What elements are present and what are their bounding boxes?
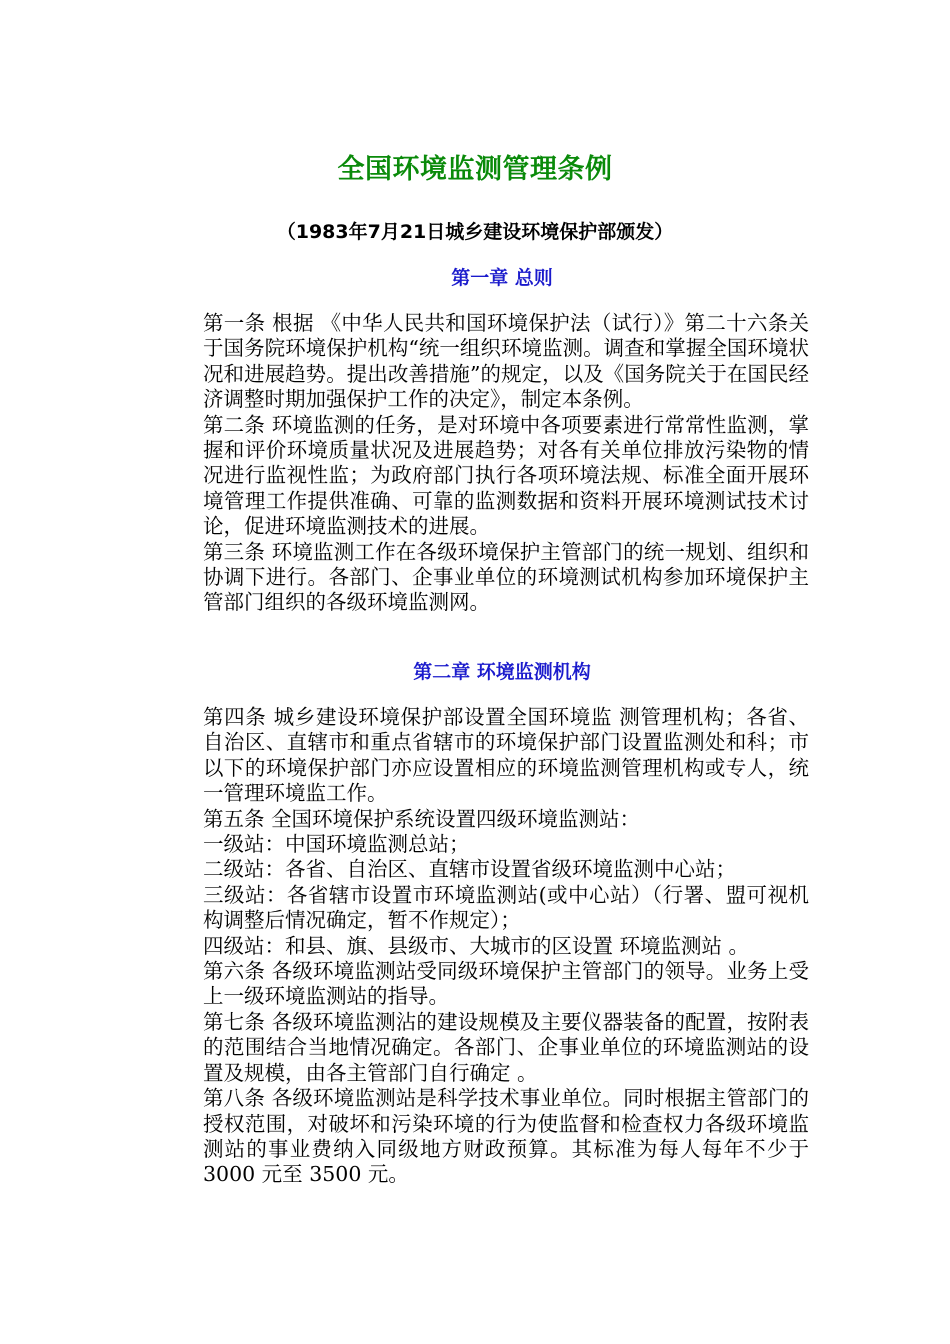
station-level-3: 三级站：各省辖市设置市环境监测站(或中心站）（行署、盟可视机构调整后情况确定，暂不作规定）； [203, 882, 809, 933]
article-2: 第二条 环境监测的任务，是对环境中各项要素进行常常性监测，掌握和评价环境质量状况及进展趋势；对各有关单位排放污染物的情况进行监视性监；为政府部门执行各项环境法规、标准全面开展环境管理工作提供准确、可靠的监测数据和资料开展环境测试技术讨论，促进环境监测技术的进展。 [203, 412, 809, 539]
chapter-2-body [203, 705, 809, 1188]
document-title: 全国环境监测管理条例 [337, 154, 613, 185]
article-1: 第一条 根据 《中华人民共和国环境保护法（试行）》第二十六条关于国务院环境保护机构“统一组织环境监测。调查和掌握全国环境状况和进展趋势。提出改善措施”的规定，以及《国务院关于在国民经济调整时期加强保护工作的决定》，制定本条例。 [203, 311, 809, 412]
station-level-1: 一级站：中国环境监测总站； [203, 832, 470, 857]
article-5: 第五条 全国环境保护系统设置四级环境监测站： [203, 806, 641, 831]
station-level-2: 二级站：各省、自治区、直辖市设置省级环境监测中心站； [203, 857, 736, 882]
article-8: 第八条 各级环境监测站是科学技术事业单位。同时根据主管部门的授权范围，对破坏和污染环境的行为使监督和检查权力各级环境监测站的事业费纳入同级地方财政预算。其标准为每人每年不少于 3000 元至 3500 元。 [203, 1086, 809, 1187]
article-6: 第六条 各级环境监测站受同级环境保护主管部门的领导。业务上受上一级环境监测站的指导。 [203, 959, 809, 1009]
chapter-heading-1: 第一章 总则 [451, 267, 553, 289]
chapter-1-body [203, 311, 809, 616]
station-level-4: 四级站：和县、旗、县级市、大城市的区设置 环境监测站 。 [203, 933, 750, 958]
chapter-heading-2: 第二章 环境监测机构 [413, 661, 591, 683]
article-7: 第七条 各级环境监测沾的建设规模及主要仪器装备的配置，按附表的范围结合当地情况确定。各部门、企事业单位的环境监测站的设置及规模，由各主管部门自行确定 。 [203, 1009, 809, 1085]
issuance-note: （1983年7月21日城乡建设环境保护部颁发） [276, 221, 674, 243]
article-3: 第三条 环境监测工作在各级环境保护主管部门的统一规划、组织和协调下进行。各部门、企事业单位的环境测试机构参加环境保护主管部门组织的各级环境监测网。 [203, 539, 809, 615]
article-4: 第四条 城乡建设环境保护部设置全国环境监 测管理机构；各省、自治区、直辖市和重点省辖市的环境保护部门设置监测处和科；市以下的环境保护部门亦应设置相应的环境监测管理机构或专人，统一管理环境监工作。 [203, 705, 809, 806]
